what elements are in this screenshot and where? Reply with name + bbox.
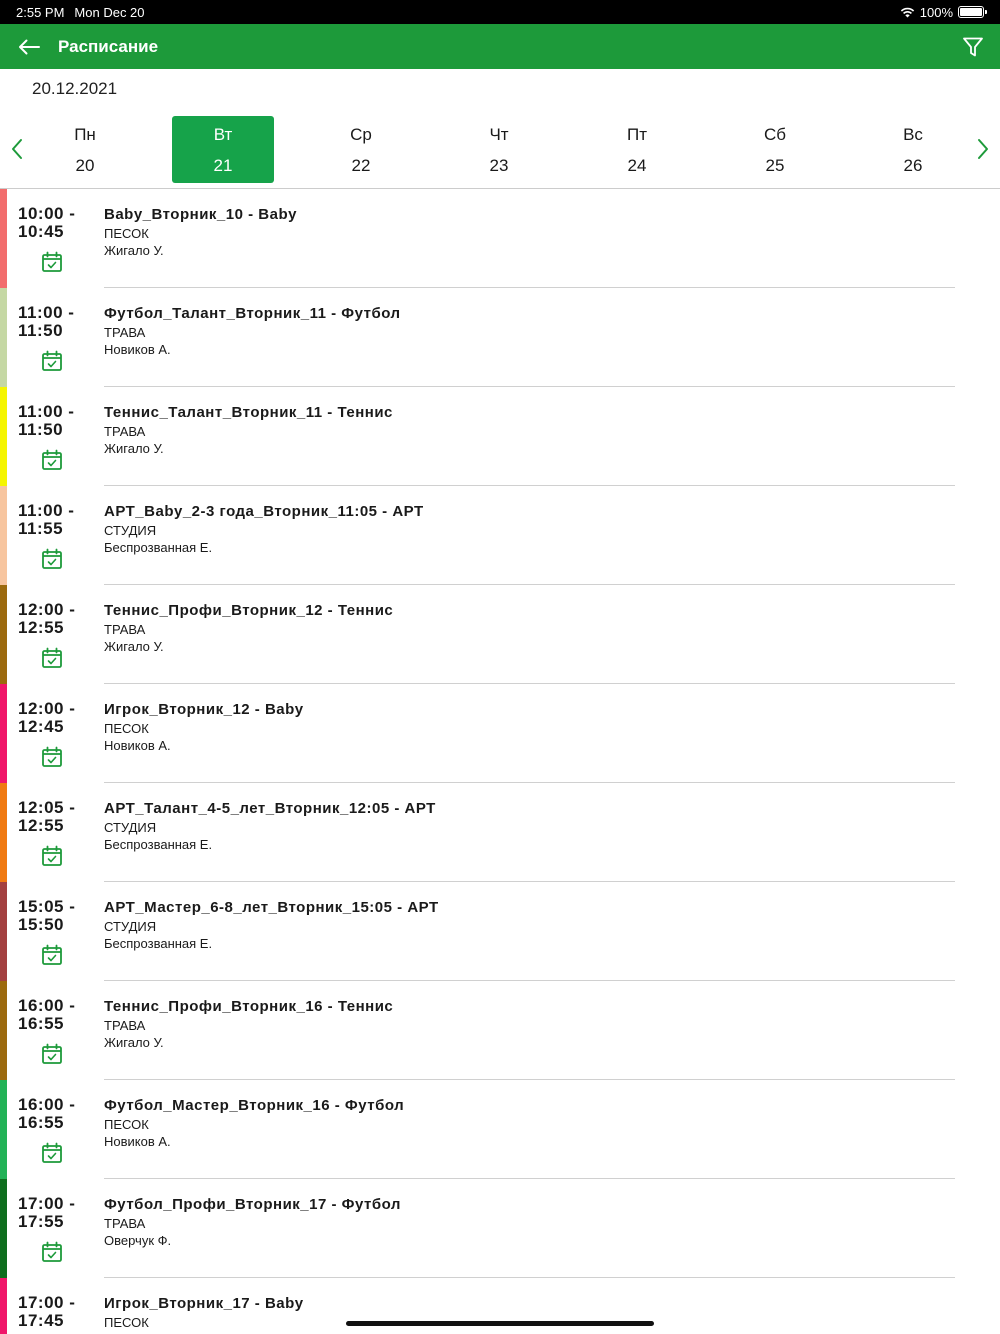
session-start: 16:00 - (18, 1095, 76, 1114)
session-start: 12:00 - (18, 699, 76, 718)
calendar-check-icon[interactable] (41, 251, 63, 273)
page-title: Расписание (58, 36, 159, 56)
session-color-bar (0, 585, 7, 684)
session-row[interactable] (0, 882, 1000, 981)
day-number: 22 (351, 156, 371, 175)
session-color-bar (0, 783, 7, 882)
session-end: 11:50 (18, 321, 64, 340)
status-date: Mon Dec 20 (74, 4, 145, 20)
session-title: Baby_Вторник_10 - Baby (104, 206, 297, 223)
day-number: 25 (765, 156, 785, 175)
session-end: 15:50 (18, 915, 64, 934)
session-title: Футбол_Профи_Вторник_17 - Футбол (104, 1196, 401, 1213)
session-info (104, 305, 401, 358)
session-title: Теннис_Профи_Вторник_12 - Теннис (104, 602, 394, 619)
session-place: ПЕСОК (104, 1117, 149, 1132)
session-start: 17:00 - (18, 1194, 76, 1213)
session-start: 16:00 - (18, 996, 76, 1015)
session-info (104, 899, 439, 952)
session-end: 12:45 (18, 717, 64, 736)
session-start: 10:00 - (18, 204, 76, 223)
day-name: Вт (213, 125, 233, 144)
day-tue[interactable] (172, 116, 274, 183)
session-coach: Беспрозванная Е. (104, 837, 213, 852)
next-week-button[interactable] (968, 134, 998, 164)
session-row[interactable] (0, 1080, 1000, 1179)
day-wed[interactable] (310, 116, 412, 183)
day-name: Сб (763, 125, 786, 144)
calendar-check-icon[interactable] (41, 647, 63, 669)
session-coach: Оверчук Ф. (104, 1233, 172, 1248)
status-bar (0, 0, 1000, 24)
session-row[interactable] (0, 981, 1000, 1080)
session-row[interactable] (0, 1179, 1000, 1278)
day-name: Ср (350, 125, 372, 144)
day-name: Вс (903, 125, 923, 144)
session-title: Теннис_Профи_Вторник_16 - Теннис (104, 998, 394, 1015)
calendar-check-icon[interactable] (41, 746, 63, 768)
session-info (104, 998, 393, 1051)
session-place: ТРАВА (104, 1018, 146, 1033)
session-row[interactable] (0, 288, 1000, 387)
session-end: 16:55 (18, 1014, 64, 1033)
session-start: 11:00 - (18, 303, 75, 322)
session-place: ПЕСОК (104, 721, 149, 736)
session-title: Игрок_Вторник_12 - Baby (104, 701, 304, 718)
battery-percent: 100% (919, 4, 953, 20)
session-end: 10:45 (18, 222, 64, 241)
session-title: АРТ_Талант_4-5_лет_Вторник_12:05 - АРТ (104, 800, 436, 817)
session-list (0, 189, 1000, 1334)
session-start: 15:05 - (18, 897, 76, 916)
day-mon[interactable] (34, 116, 136, 183)
session-end: 12:55 (18, 618, 64, 637)
session-row[interactable] (0, 585, 1000, 684)
session-start: 11:00 - (18, 501, 75, 520)
session-color-bar (0, 387, 7, 486)
current-date: 20.12.2021 (32, 79, 118, 98)
filter-button[interactable] (946, 24, 1000, 69)
session-start: 11:00 - (18, 402, 75, 421)
session-color-bar (0, 1179, 7, 1278)
calendar-check-icon[interactable] (41, 1142, 63, 1164)
day-sat[interactable] (724, 116, 826, 183)
session-title: АРТ_Baby_2-3 года_Вторник_11:05 - АРТ (104, 503, 424, 520)
session-coach: Жигало У. (104, 639, 164, 654)
session-title: Футбол_Талант_Вторник_11 - Футбол (104, 305, 401, 322)
session-title: Игрок_Вторник_17 - Baby (104, 1295, 304, 1312)
session-time (18, 1294, 75, 1330)
day-thu[interactable] (448, 116, 550, 183)
calendar-check-icon[interactable] (41, 1241, 63, 1263)
session-place: ТРАВА (104, 622, 146, 637)
day-number: 23 (489, 156, 509, 175)
session-end: 17:55 (18, 1212, 64, 1231)
prev-week-button[interactable] (2, 134, 32, 164)
session-end: 16:55 (18, 1113, 64, 1132)
calendar-check-icon[interactable] (41, 548, 63, 570)
calendar-check-icon[interactable] (41, 350, 63, 372)
session-coach: Беспрозванная Е. (104, 936, 213, 951)
session-color-bar (0, 486, 7, 585)
session-color-bar (0, 882, 7, 981)
session-time (18, 205, 75, 241)
day-number: 20 (75, 156, 95, 175)
day-number: 26 (903, 156, 923, 175)
session-row[interactable] (0, 387, 1000, 486)
session-end: 11:50 (18, 420, 64, 439)
session-color-bar (0, 684, 7, 783)
session-start: 12:00 - (18, 600, 76, 619)
session-time (18, 799, 75, 835)
calendar-check-icon[interactable] (41, 1043, 63, 1065)
session-title: Теннис_Талант_Вторник_11 - Теннис (104, 404, 393, 421)
session-color-bar (0, 1278, 7, 1334)
session-place: СТУДИЯ (104, 919, 157, 934)
session-coach: Новиков А. (104, 342, 171, 357)
session-info (104, 404, 393, 457)
session-time (18, 898, 75, 934)
session-time (18, 403, 74, 439)
back-button[interactable] (0, 24, 58, 69)
session-info (104, 1295, 304, 1331)
session-end: 17:45 (18, 1311, 64, 1330)
session-time (18, 601, 75, 637)
status-time: 2:55 PM (16, 4, 65, 20)
week-strip (0, 116, 1000, 184)
session-coach: Жигало У. (104, 441, 164, 456)
chevron-right-icon (976, 138, 990, 160)
app-bar (0, 24, 1000, 69)
session-place: ПЕСОК (104, 226, 149, 241)
session-place: ПЕСОК (104, 1315, 149, 1330)
chevron-left-icon (10, 138, 24, 160)
session-info (104, 503, 424, 556)
day-number: 24 (627, 156, 647, 175)
session-info (104, 1097, 404, 1150)
session-row[interactable] (0, 783, 1000, 882)
session-info (104, 1196, 401, 1249)
session-coach: Беспрозванная Е. (104, 540, 213, 555)
arrow-left-icon (18, 39, 40, 55)
session-time (18, 304, 74, 340)
session-coach: Жигало У. (104, 1035, 164, 1050)
session-info (104, 602, 393, 655)
day-number: 21 (213, 156, 233, 175)
session-row[interactable] (0, 684, 1000, 783)
session-color-bar (0, 1080, 7, 1179)
day-name: Пн (74, 125, 96, 144)
session-info (104, 206, 297, 259)
session-place: ТРАВА (104, 325, 146, 340)
day-fri[interactable] (586, 116, 688, 183)
session-coach: Новиков А. (104, 1134, 171, 1149)
session-place: ТРАВА (104, 1216, 146, 1231)
calendar-check-icon[interactable] (41, 845, 63, 867)
session-time (18, 997, 75, 1033)
session-end: 11:55 (18, 519, 64, 538)
day-name: Чт (489, 125, 509, 144)
battery-icon (958, 6, 984, 18)
day-sun[interactable] (862, 116, 964, 183)
session-color-bar (0, 288, 7, 387)
session-row[interactable] (0, 189, 1000, 288)
session-time (18, 700, 75, 736)
home-indicator[interactable] (346, 1321, 654, 1326)
session-time (18, 502, 74, 538)
calendar-check-icon[interactable] (41, 944, 63, 966)
filter-icon (962, 36, 984, 58)
session-start: 17:00 - (18, 1293, 76, 1312)
session-start: 12:05 - (18, 798, 76, 817)
day-name: Пт (626, 125, 647, 144)
session-end: 12:55 (18, 816, 64, 835)
session-time (18, 1096, 75, 1132)
session-color-bar (0, 189, 7, 288)
calendar-check-icon[interactable] (41, 449, 63, 471)
session-color-bar (0, 981, 7, 1080)
session-place: СТУДИЯ (104, 523, 157, 538)
session-place: ТРАВА (104, 424, 146, 439)
session-row[interactable] (0, 486, 1000, 585)
session-place: СТУДИЯ (104, 820, 157, 835)
session-info (104, 701, 304, 754)
session-title: Футбол_Мастер_Вторник_16 - Футбол (104, 1097, 405, 1114)
session-time (18, 1195, 75, 1231)
session-coach: Новиков А. (104, 738, 171, 753)
wifi-icon (900, 6, 915, 18)
session-title: АРТ_Мастер_6-8_лет_Вторник_15:05 - АРТ (104, 899, 439, 916)
session-coach: Жигало У. (104, 243, 164, 258)
session-info (104, 800, 436, 853)
